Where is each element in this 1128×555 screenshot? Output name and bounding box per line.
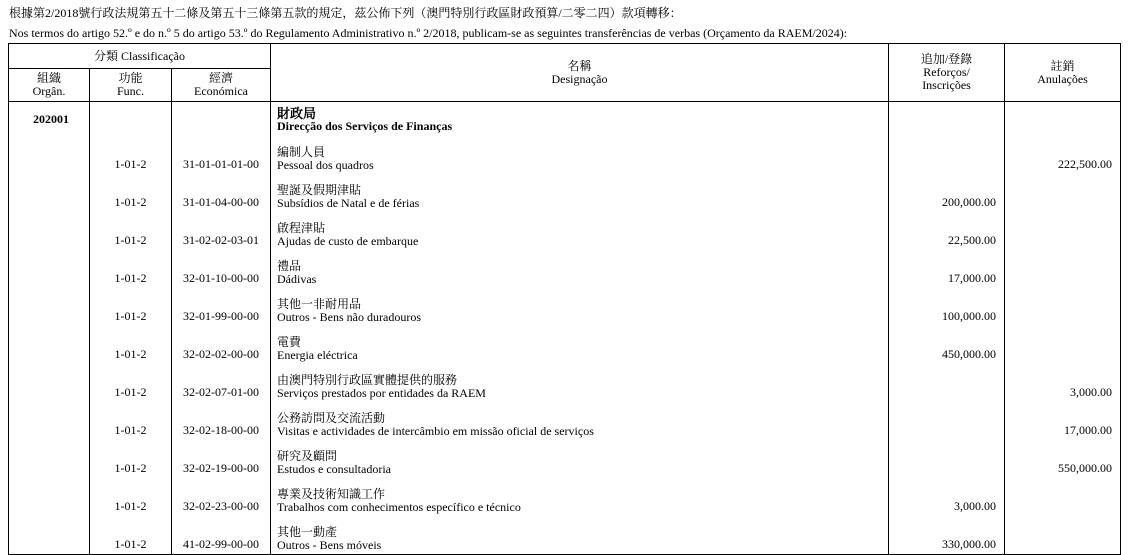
designation — [271, 175, 889, 213]
economic-header-zh: 經濟 — [209, 71, 234, 85]
designation-header — [271, 44, 889, 102]
annulment-amount — [1005, 289, 1121, 327]
designation-pt: Visitas e actividades de intercâmbio em missão oficial de serviços — [277, 424, 594, 438]
reinforcements-header-pt1: Reforços/ — [923, 65, 970, 79]
table-row — [9, 251, 1121, 289]
designation-zh: 電費 — [277, 335, 302, 349]
organism-row — [9, 102, 1121, 138]
designation-zh: 專業及技術知識工作 — [277, 487, 386, 501]
designation — [271, 213, 889, 251]
designation-zh: 禮品 — [277, 259, 302, 273]
economic-code: 41-02-99-00-00 — [172, 517, 271, 555]
reinforcement-amount: 200,000.00 — [889, 175, 1005, 213]
annulment-amount — [1005, 327, 1121, 365]
table-row — [9, 479, 1121, 517]
organic-header-zh: 組織 — [36, 71, 61, 85]
empty-cell — [172, 102, 271, 138]
empty-cell — [9, 213, 90, 251]
economic-header-pt: Económica — [194, 84, 248, 98]
reinforcement-amount: 3,000.00 — [889, 479, 1005, 517]
reinforcements-header — [889, 44, 1005, 102]
designation-pt: Energia eléctrica — [277, 348, 358, 362]
intro-chinese: 根據第2/2018號行政法規第五十二條及第五十三條第五款的規定，茲公佈下列（澳門特別行政區財政預算/二零二四）款項轉移： — [9, 6, 682, 20]
reinforcement-amount: 100,000.00 — [889, 289, 1005, 327]
designation-zh: 其他一動產 — [277, 525, 338, 539]
annulment-amount: 3,000.00 — [1005, 365, 1121, 403]
functional-code: 1-01-2 — [90, 251, 172, 289]
economic-code: 32-02-19-00-00 — [172, 441, 271, 479]
functional-code: 1-01-2 — [90, 289, 172, 327]
designation-zh: 啟程津貼 — [277, 221, 326, 235]
designation — [271, 251, 889, 289]
organic-header-pt: Orgân. — [32, 84, 66, 98]
table-row — [9, 403, 1121, 441]
designation-zh: 編制人員 — [277, 145, 326, 159]
reinforcement-amount: 17,000.00 — [889, 251, 1005, 289]
classification-header: 分類 Classificação — [9, 44, 271, 69]
functional-code: 1-01-2 — [90, 365, 172, 403]
table-row — [9, 327, 1121, 365]
designation-pt: Dádivas — [277, 272, 317, 286]
designation-pt: Pessoal dos quadros — [277, 158, 374, 172]
designation — [271, 365, 889, 403]
empty-cell — [9, 289, 90, 327]
economic-code: 32-01-99-00-00 — [172, 289, 271, 327]
annulment-amount: 550,000.00 — [1005, 441, 1121, 479]
functional-header-zh: 功能 — [118, 71, 143, 85]
economic-code: 31-01-04-00-00 — [172, 175, 271, 213]
organic-header — [9, 69, 90, 102]
reinforcement-amount: 450,000.00 — [889, 327, 1005, 365]
economic-code: 32-02-07-01-00 — [172, 365, 271, 403]
annulment-amount: 222,500.00 — [1005, 137, 1121, 175]
annulment-amount — [1005, 251, 1121, 289]
empty-cell — [9, 517, 90, 555]
organism-name — [271, 102, 889, 138]
empty-cell — [90, 102, 172, 138]
functional-header-pt: Func. — [117, 84, 144, 98]
organism-name-zh: 財政局 — [277, 105, 317, 121]
designation-pt: Estudos e consultadoria — [277, 462, 391, 476]
empty-cell — [889, 102, 1005, 138]
designation-zh: 研究及顧問 — [277, 449, 338, 463]
functional-code: 1-01-2 — [90, 441, 172, 479]
reinforcement-amount: 330,000.00 — [889, 517, 1005, 555]
economic-code: 32-02-18-00-00 — [172, 403, 271, 441]
functional-code: 1-01-2 — [90, 175, 172, 213]
reinforcement-amount — [889, 137, 1005, 175]
economic-header — [172, 69, 271, 102]
functional-code: 1-01-2 — [90, 213, 172, 251]
functional-header — [90, 69, 172, 102]
functional-code: 1-01-2 — [90, 403, 172, 441]
table-row — [9, 441, 1121, 479]
designation — [271, 327, 889, 365]
economic-code: 32-02-02-00-00 — [172, 327, 271, 365]
empty-cell — [9, 175, 90, 213]
empty-cell — [9, 403, 90, 441]
functional-code: 1-01-2 — [90, 479, 172, 517]
reinforcement-amount — [889, 403, 1005, 441]
designation-pt: Subsídios de Natal e de férias — [277, 196, 420, 210]
economic-code: 32-02-23-00-00 — [172, 479, 271, 517]
economic-code: 32-01-10-00-00 — [172, 251, 271, 289]
annulment-amount: 17,000.00 — [1005, 403, 1121, 441]
table-row — [9, 289, 1121, 327]
annulments-header — [1005, 44, 1121, 102]
designation — [271, 517, 889, 555]
designation-zh: 由澳門特別行政區實體提供的服務 — [277, 373, 458, 387]
annulment-amount — [1005, 479, 1121, 517]
designation-zh: 聖誕及假期津貼 — [277, 183, 362, 197]
economic-code: 31-02-02-03-01 — [172, 213, 271, 251]
reinforcement-amount: 22,500.00 — [889, 213, 1005, 251]
designation-pt: Ajudas de custo de embarque — [277, 234, 419, 248]
table-row — [9, 213, 1121, 251]
designation-pt: Outros - Bens não duradouros — [277, 310, 421, 324]
designation-header-pt: Designação — [551, 71, 608, 86]
table-row — [9, 175, 1121, 213]
empty-cell — [9, 327, 90, 365]
designation-header-zh: 名稱 — [567, 58, 592, 73]
designation-zh: 公務訪問及交流活動 — [277, 411, 386, 425]
designation-pt: Outros - Bens móveis — [277, 538, 382, 552]
organism-name-pt: Direcção dos Serviços de Finanças — [277, 118, 453, 133]
table-row — [9, 365, 1121, 403]
empty-cell — [9, 479, 90, 517]
annulment-amount — [1005, 517, 1121, 555]
empty-cell — [9, 441, 90, 479]
functional-code: 1-01-2 — [90, 137, 172, 175]
designation — [271, 403, 889, 441]
designation — [271, 441, 889, 479]
intro-portuguese: Nos termos do artigo 52.º e do n.º 5 do artigo 53.º do Regulamento Administrativo n.º 2/2018, publicam-se as seguintes transferências de verbas (Orçamento da RAEM/2024): — [9, 26, 848, 40]
empty-cell — [9, 365, 90, 403]
designation — [271, 289, 889, 327]
reinforcement-amount — [889, 365, 1005, 403]
designation-pt: Serviços prestados por entidades da RAEM — [277, 386, 486, 400]
economic-code: 31-01-01-01-00 — [172, 137, 271, 175]
organism-code: 202001 — [9, 102, 90, 138]
annulment-amount — [1005, 213, 1121, 251]
functional-code: 1-01-2 — [90, 327, 172, 365]
empty-cell — [1005, 102, 1121, 138]
transfer-table — [8, 43, 1121, 555]
empty-cell — [9, 137, 90, 175]
table-row — [9, 517, 1121, 555]
empty-cell — [9, 251, 90, 289]
designation-zh: 其他一非耐用品 — [277, 297, 362, 311]
functional-code: 1-01-2 — [90, 517, 172, 555]
annulments-header-pt: Anulações — [1037, 71, 1088, 86]
reinforcement-amount — [889, 441, 1005, 479]
reinforcements-header-zh: 追加/登錄 — [920, 52, 973, 66]
annulments-header-zh: 註銷 — [1050, 58, 1075, 73]
designation — [271, 479, 889, 517]
table-row — [9, 137, 1121, 175]
reinforcements-header-pt2: Inscrições — [922, 78, 971, 92]
designation — [271, 137, 889, 175]
designation-pt: Trabalhos com conhecimentos específico e técnico — [277, 500, 521, 514]
annulment-amount — [1005, 175, 1121, 213]
